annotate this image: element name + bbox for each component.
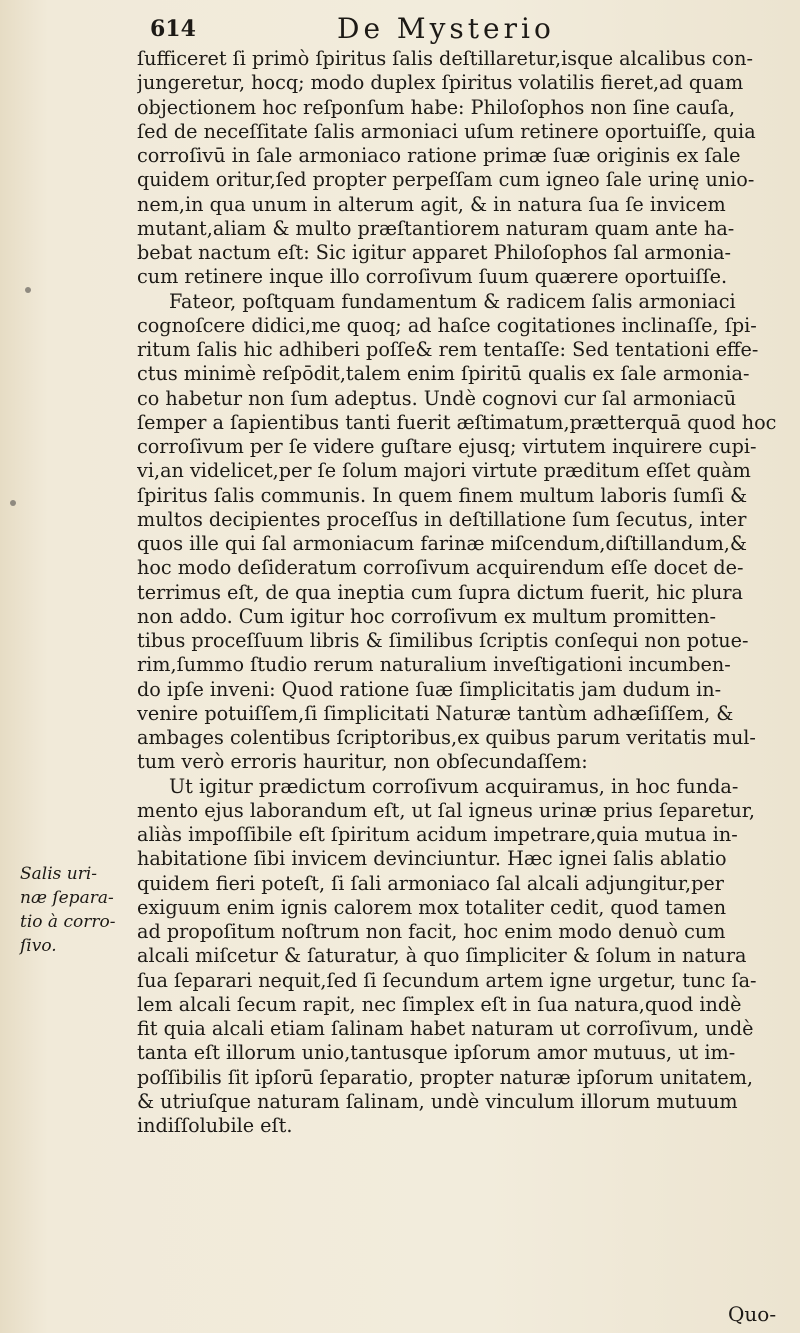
text-line: ſufficeret ſi primò ſpiritus ſalis deſtillaretur,isque alcalibus con- (137, 47, 753, 70)
text-line: lem alcali ſecum rapit, nec ſimplex eſt in ſua natura,quod indè (137, 992, 742, 1016)
text-line: bebat nactum eſt: Sic igitur apparet Philoſophos ſal armonia- (137, 241, 732, 264)
text-line: do ipſe inveni: Quod ratione ſuæ ſimplicitatis jam dudum in- (137, 677, 722, 701)
margin-note-line: ſivo. (20, 936, 57, 956)
text-line: jungeretur, hocq; modo duplex ſpiritus volatilis fieret,ad quam (137, 71, 744, 95)
text-line: cognoſcere didici,me quoq; ad haſce cogitationes inclinaſſe, ſpi- (137, 313, 757, 337)
margin-note-line: tio à corro- (20, 912, 116, 932)
text-line: ritum ſalis hic adhiberi poſſe& rem tentaſſe: Sed tentationi effe- (137, 338, 759, 361)
page-number: 614 (150, 16, 196, 42)
text-line: Fateor, poſtquam fundamentum & radicem ſalis armoniaci (169, 289, 736, 313)
text-line: ſemper a ſapientibus tanti fuerit æſtimatum,prætterquā quod hoc (137, 410, 777, 434)
text-line: corroſivū in ſale armoniaco ratione primæ ſuæ originis ex ſale (137, 144, 741, 167)
text-line: tibus proceſſuum libris & ſimilibus ſcriptis conſequi non potue- (137, 629, 749, 652)
text-line: terrimus eſt, de qua ineptia cum ſupra dictum fuerit, hic plura (137, 580, 743, 604)
text-line: ad propoſitum noſtrum non facit, hoc enim modo denuò cum (137, 920, 726, 943)
margin-note-line: Salis uri- (20, 864, 98, 884)
text-line: mento ejus laborandum eſt, ut ſal igneus urinæ prius ſeparetur, (137, 798, 755, 822)
text-line: tanta eſt illorum unio,tantusque ipſorum amor mutuus, ut im- (137, 1041, 736, 1065)
text-line: quos ille qui ſal armoniacum farinæ miſcendum,diſtillandum,& (137, 532, 747, 555)
text-line: multos decipientes proceſſus in deſtillatione ſum ſecutus, inter (137, 507, 747, 531)
page-header (150, 8, 770, 48)
margin-dot (25, 287, 31, 293)
text-line: non addo. Cum igitur hoc corroſivum ex multum promitten- (137, 604, 716, 628)
margin-dot (10, 500, 16, 506)
margin-note (20, 862, 138, 958)
text-line: habitatione ſibi invicem devinciuntur. Hæc ignei ſalis ablatio (137, 847, 727, 871)
text-line: venire potuiſſem,ſi ſimplicitati Naturæ tantùm adhæſiſſem, & (137, 701, 734, 725)
text-line: fit quia alcali etiam ſalinam habet naturam ut corroſivum, undè (137, 1017, 754, 1040)
text-line: ctus minimè reſpōdit,talem enim ſpiritū qualis ex ſale armonia- (137, 362, 750, 386)
text-line: ſua ſeparari nequit,ſed ſi ſecundum artem igne urgetur, tunc ſa- (137, 968, 757, 992)
margin-note-line: næ ſepara- (20, 888, 114, 908)
text-line: quidem oritur,ſed propter perpeſſam cum igneo ſale urinę unio- (137, 168, 755, 192)
text-line: ambages colentibus ſcriptoribus,ex quibus parum veritatis mul- (137, 726, 756, 749)
text-line: quidem fieri poteſt, ſi ſali armoniaco ſal alcali adjungitur,per (137, 871, 724, 895)
text-line: ſpiritus ſalis communis. In quem finem multum laboris ſumſi & (137, 483, 748, 507)
text-line: corroſivum per ſe videre guſtare ejusq; virtutem inquirere cupi- (137, 435, 757, 458)
text-line: hoc modo deſideratum corroſivum acquirendum eſſe docet de- (137, 556, 744, 580)
text-line: alcali miſcetur & ſaturatur, à quo ſimpliciter & ſolum in natura (137, 944, 747, 968)
text-line: co habetur non ſum adeptus. Undè cognovi cur ſal armoniacū (137, 386, 737, 410)
text-line: aliàs impoſſibile eſt ſpiritum acidum impetrare,quia mutua in- (137, 823, 738, 846)
text-line: vi,an videlicet,per ſe ſolum majori virtute præditum eſſet quàm (137, 459, 751, 483)
text-line: & utriuſque naturam ſalinam, undè vinculum illorum mutuum (137, 1089, 738, 1113)
text-line: rim,ſummo ſtudio rerum naturalium inveſtigationi incumben- (137, 653, 731, 677)
text-line: ſed de neceſſitate ſalis armoniaci uſum retinere oportuiſſe, quia (137, 119, 756, 143)
catchword: Quo- (728, 1302, 777, 1326)
text-line: cum retinere inque illo corroſivum ſuum quærere oportuiſſe. (137, 265, 728, 289)
text-line: Ut igitur prædictum corroſivum acquiramus, in hoc funda- (169, 774, 739, 798)
running-title: De Mysterio (337, 12, 555, 45)
text-line: nem,in qua unum in alterum agit, & in natura ſua ſe invicem (137, 192, 726, 216)
text-line: exiguum enim ignis calorem mox totaliter cedit, quod tamen (137, 895, 727, 919)
text-line: indiſſolubile eſt. (137, 1114, 293, 1137)
text-line: poſſibilis ſit ipſorū ſeparatio, propter naturæ ipſorum unitatem, (137, 1065, 754, 1089)
text-line: objectionem hoc reſponſum habe: Philoſophos non ſine cauſa, (137, 95, 736, 119)
text-line: mutant,aliam & multo præſtantiorem naturam quam ante ha- (137, 216, 735, 240)
body-text (137, 47, 793, 1138)
text-line: tum verò erroris hauritur, non obſecundaſſem: (137, 750, 588, 774)
